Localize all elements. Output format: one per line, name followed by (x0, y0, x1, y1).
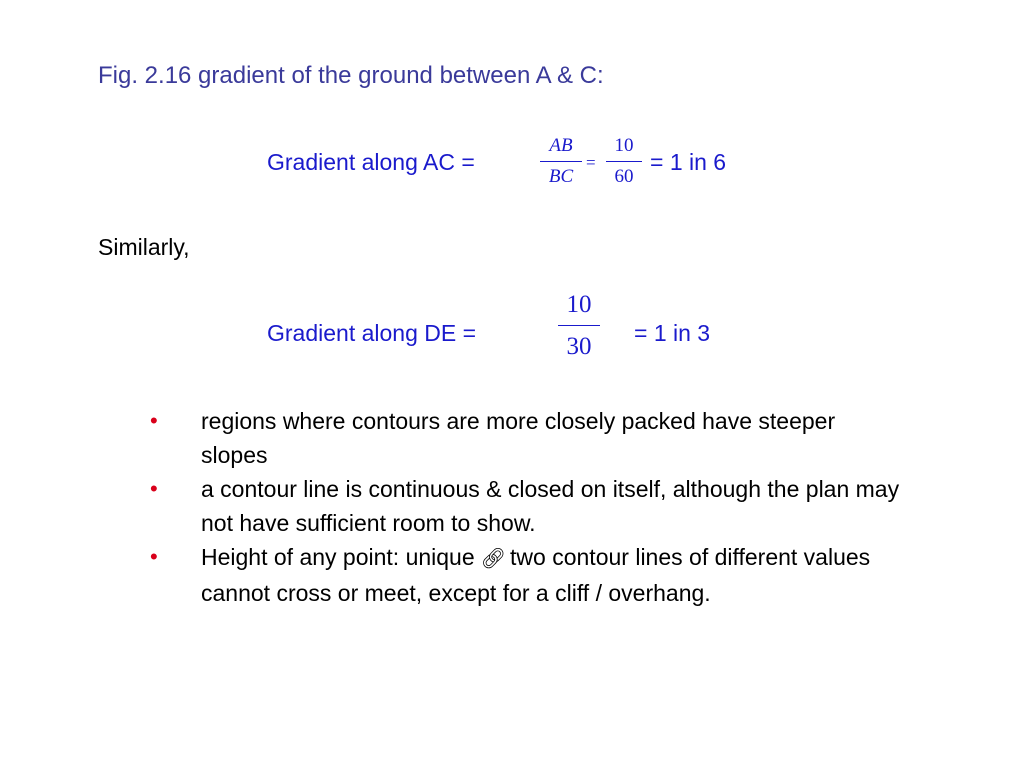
bullet-item-closed-contour (150, 472, 900, 540)
eq1-frac2-denominator: 60 (614, 166, 634, 187)
bullet-item-unique-height (150, 540, 900, 610)
eq1-frac1-numerator: AB (549, 135, 573, 156)
bullet-text-pre: Height of any point: unique (201, 544, 475, 570)
bullet-dot: • (150, 408, 158, 433)
eq1-frac1-denominator: BC (548, 166, 574, 187)
fraction-bar (558, 325, 600, 326)
fraction-bar (606, 161, 642, 162)
bullet-text: a contour line is continuous & closed on itself, although the plan may not have sufficient room to show. (201, 476, 900, 536)
eq2-frac-numerator: 10 (566, 291, 592, 318)
eq2-fraction-10-30 (558, 292, 600, 359)
eq1-equals-sign: = (586, 153, 596, 172)
bullet-item-packed-contours (150, 404, 900, 472)
eq1-result: = 1 in 6 (650, 149, 727, 175)
eq1-fraction-ab-bc (540, 136, 582, 186)
bullet-text: regions where contours are more closely packed have steeper slopes (201, 408, 836, 468)
similarly-text: Similarly, (98, 234, 190, 260)
bullet-list (150, 404, 900, 610)
eq1-label: Gradient along AC = (267, 149, 475, 175)
eq1-fraction-10-60 (606, 136, 642, 186)
bullet-dot: • (150, 476, 158, 501)
bullet-text-post: two contour lines of different values cannot cross or meet, except for a cliff / overhang. (201, 544, 871, 606)
bullet-dot: • (150, 544, 158, 569)
eq2-frac-denominator: 30 (566, 333, 592, 360)
eq2-result: = 1 in 3 (634, 320, 711, 346)
eq1-frac2-numerator: 10 (614, 135, 634, 156)
fraction-bar (540, 161, 582, 162)
eq2-label: Gradient along DE = (267, 320, 477, 346)
link-chain-icon: 🔗︎ (480, 548, 507, 570)
slide-title: Fig. 2.16 gradient of the ground between A & C: (98, 62, 604, 89)
